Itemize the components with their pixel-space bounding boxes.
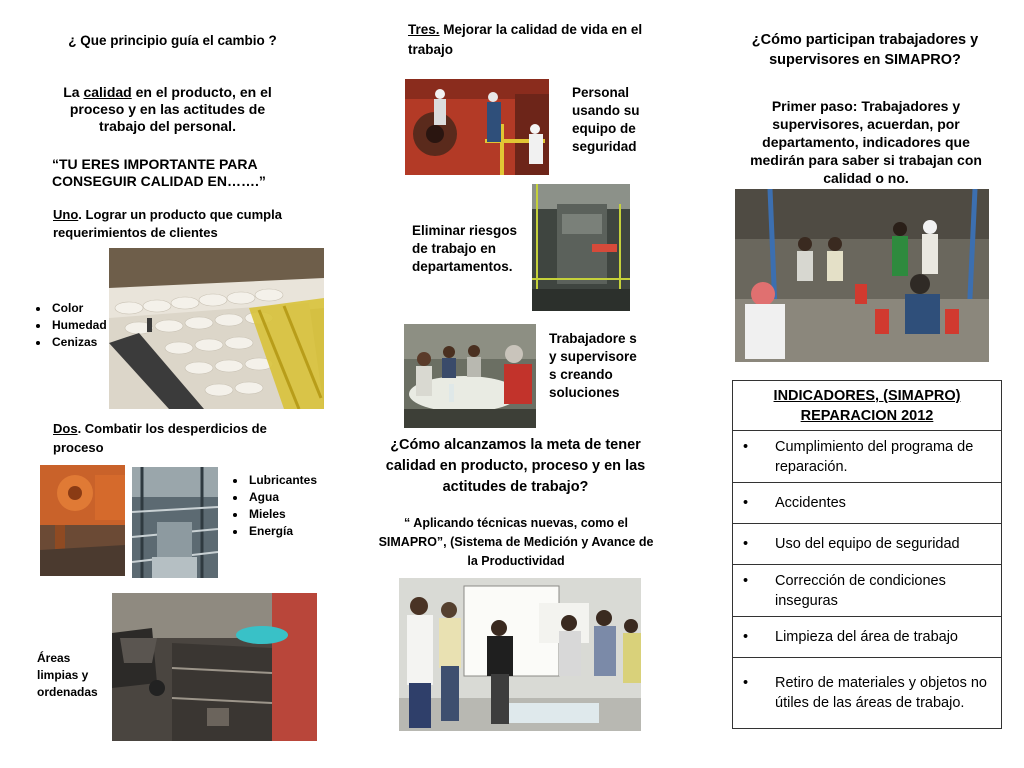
calidad-post: en el producto, en el proceso y en las actitudes de trabajo del personal. (69, 84, 272, 134)
machinery-photo (532, 184, 630, 311)
meta-question: ¿Cómo alcanzamos la meta de tener calidad en producto, proceso y en las actitudes de trabajo? (385, 437, 646, 495)
list-item: • Lubricantes (247, 472, 317, 489)
tres-heading (408, 20, 648, 60)
list-item: • Mieles (247, 506, 317, 523)
first-step-text: Primer paso: Trabajadores y supervisores, acuerdan, por departamento, indicadores que medirán para saber si trabajan con calidad o no. (750, 98, 982, 186)
caption-trabajadores: Trabajadore s y supervisore s creando soluciones (549, 331, 637, 400)
table-row (733, 524, 1002, 565)
dos-bullet-list (227, 472, 317, 540)
safety-equipment-photo (405, 79, 549, 175)
table-row (733, 431, 1002, 483)
indicator-text: Cumplimiento del programa de reparación. (775, 438, 974, 475)
bullet: • (743, 572, 749, 589)
principle-question: ¿ Que principio guía el cambio ? (68, 33, 277, 48)
caption-eliminar: Eliminar riesgos de trabajo en departamentos. (412, 223, 518, 274)
calidad-pre: La (63, 84, 84, 100)
list-item: • Cenizas (50, 334, 107, 351)
list-item: • Humedad (50, 317, 107, 334)
bullet: • (743, 495, 749, 511)
table-row (733, 565, 1002, 617)
uno-label: Uno (53, 207, 79, 222)
orange-machinery-photo (40, 465, 125, 576)
list-item: • Energía (247, 523, 317, 540)
bullet: • (743, 438, 749, 455)
indicators-table (732, 380, 1002, 729)
sugar-warehouse-photo (109, 248, 324, 409)
group-meeting-photo (735, 189, 989, 362)
caption-personal: Personal usando su equipo de seguridad (572, 85, 640, 154)
indicator-text: Limpieza del área de trabajo (775, 629, 958, 645)
calidad-word: calidad (83, 84, 132, 100)
importance-quote: “TU ERES IMPORTANTE PARA CONSEGUIR CALIDAD EN…….” (52, 156, 266, 189)
indicator-text: Uso del equipo de seguridad (775, 536, 960, 552)
list-item: • Agua (247, 489, 317, 506)
indicator-text: Accidentes (775, 495, 846, 511)
bullet: • (743, 629, 749, 645)
indicator-text: Corrección de condiciones inseguras (775, 572, 946, 609)
dos-heading (53, 419, 268, 457)
uno-bullet-list (30, 300, 107, 351)
bullet: • (743, 536, 749, 552)
table-header-line1: INDICADORES, (SIMAPRO) (773, 388, 961, 404)
indicator-text: Retiro de materiales y objetos no útiles de las áreas de trabajo. (775, 675, 987, 711)
table-row (733, 658, 1002, 729)
table-row (733, 483, 1002, 524)
list-item: • Color (50, 300, 107, 317)
table-row (733, 617, 1002, 658)
presentation-photo (399, 578, 641, 731)
dos-label: Dos (53, 421, 78, 436)
uno-heading (53, 206, 308, 242)
workers-meeting-photo (404, 324, 536, 428)
table-header-line2: REPARACION 2012 (800, 408, 934, 424)
bullet: • (743, 675, 749, 691)
participation-question: ¿Cómo participan trabajadores y supervisores en SIMAPRO? (751, 32, 979, 68)
uno-text: . Lograr un producto que cumpla requerimientos de clientes (53, 207, 282, 240)
tres-text: Mejorar la calidad de vida en el trabajo (408, 22, 643, 57)
calidad-statement (45, 84, 290, 135)
indicators-table-header (733, 381, 1002, 431)
areas-caption: Áreas limpias y ordenadas (37, 651, 98, 699)
tres-label: Tres. (408, 22, 440, 37)
workshop-photo (112, 593, 317, 741)
dos-text: . Combatir los desperdicios de proceso (53, 421, 267, 455)
steel-structure-photo (132, 467, 218, 578)
simapro-answer: “ Aplicando técnicas nuevas, como el SIMAPRO”, (Sistema de Medición y Avance de la Productividad (378, 516, 654, 568)
